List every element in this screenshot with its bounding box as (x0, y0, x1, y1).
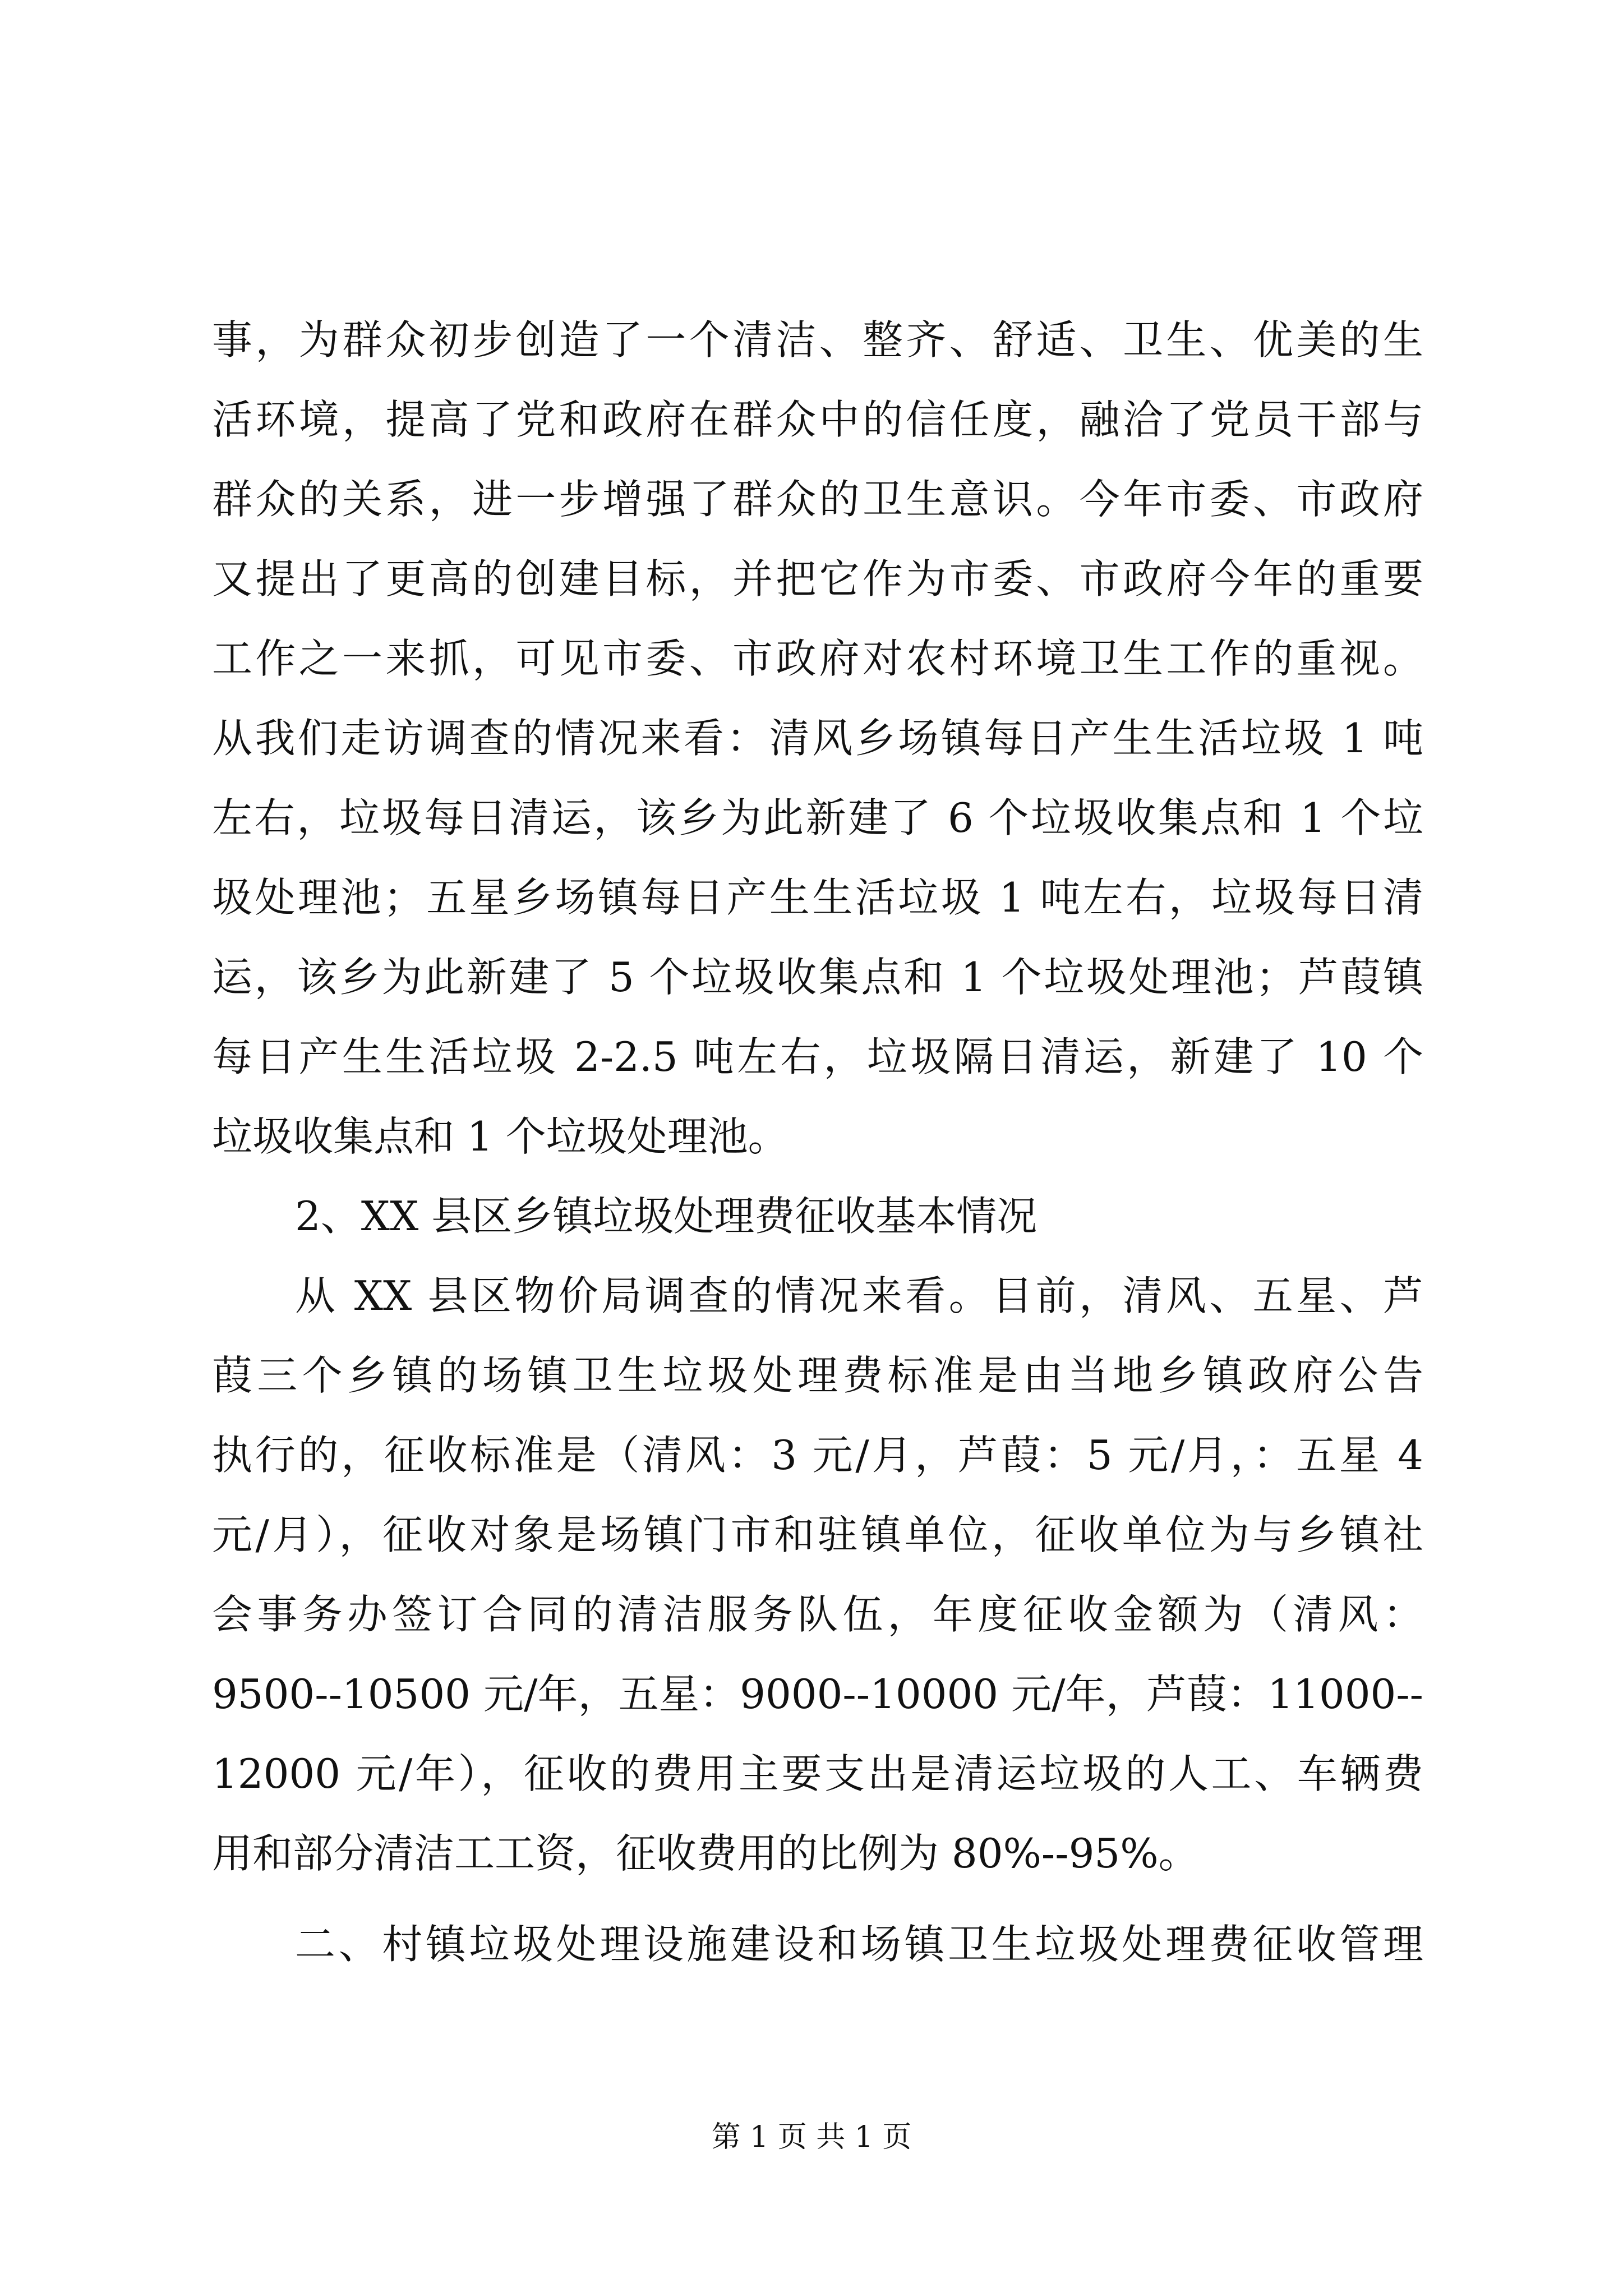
paragraph-line: 12000 元/年），征收的费用主要支出是清运垃圾的人工、车辆费 (212, 1750, 1423, 1797)
paragraph-line: 工作之一来抓，可见市委、市政府对农村环境卫生工作的重视。 (212, 635, 1423, 682)
paragraph-line: 运，该乡为此新建了 5 个垃圾收集点和 1 个垃圾处理池；芦葭镇 (212, 954, 1423, 1001)
paragraph-line: 执行的，征收标准是（清风：3 元/月，芦葭：5 元/月，：五星 4 (212, 1432, 1423, 1479)
paragraph-line: 葭三个乡镇的场镇卫生垃圾处理费标准是由当地乡镇政府公告 (212, 1352, 1423, 1399)
paragraph-line: 垃圾收集点和 1 个垃圾处理池。 (212, 1113, 789, 1160)
page-number-footer: 第 1 页 共 1 页 (711, 2120, 912, 2154)
paragraph-line: 9500--10500 元/年，五星：9000--10000 元/年，芦葭：11000-- (212, 1671, 1423, 1718)
section-heading: 2、XX 县区乡镇垃圾处理费征收基本情况 (295, 1193, 1038, 1240)
paragraph-line: 左右，垃圾每日清运，该乡为此新建了 6 个垃圾收集点和 1 个垃 (212, 794, 1423, 841)
paragraph-line: 用和部分清洁工工资，征收费用的比例为 80%--95%。 (212, 1830, 1199, 1877)
paragraph-line: 群众的关系，进一步增强了群众的卫生意识。今年市委、市政府 (212, 476, 1423, 523)
paragraph-line: 又提出了更高的创建目标，并把它作为市委、市政府今年的重要 (212, 555, 1423, 602)
paragraph-line: 事，为群众初步创造了一个清洁、整齐、舒适、卫生、优美的生 (212, 316, 1423, 364)
paragraph-line: 从我们走访调查的情况来看：清风乡场镇每日产生生活垃圾 1 吨 (212, 715, 1423, 762)
paragraph-line: 活环境，提高了党和政府在群众中的信任度，融洽了党员干部与 (212, 396, 1423, 443)
paragraph-line: 每日产生生活垃圾 2-2.5 吨左右，垃圾隔日清运，新建了 10 个 (212, 1033, 1423, 1080)
paragraph-line: 会事务办签订合同的清洁服务队伍，年度征收金额为（清风： (212, 1591, 1423, 1638)
section-heading: 二、村镇垃圾处理设施建设和场镇卫生垃圾处理费征收管理 (295, 1921, 1423, 1968)
paragraph-line: 元/月），征收对象是场镇门市和驻镇单位，征收单位为与乡镇社 (212, 1511, 1423, 1558)
paragraph-line: 从 XX 县区物价局调查的情况来看。目前，清风、五星、芦 (295, 1272, 1423, 1319)
paragraph-line: 圾处理池；五星乡场镇每日产生生活垃圾 1 吨左右，垃圾每日清 (212, 874, 1423, 921)
document-body (212, 300, 1423, 1984)
